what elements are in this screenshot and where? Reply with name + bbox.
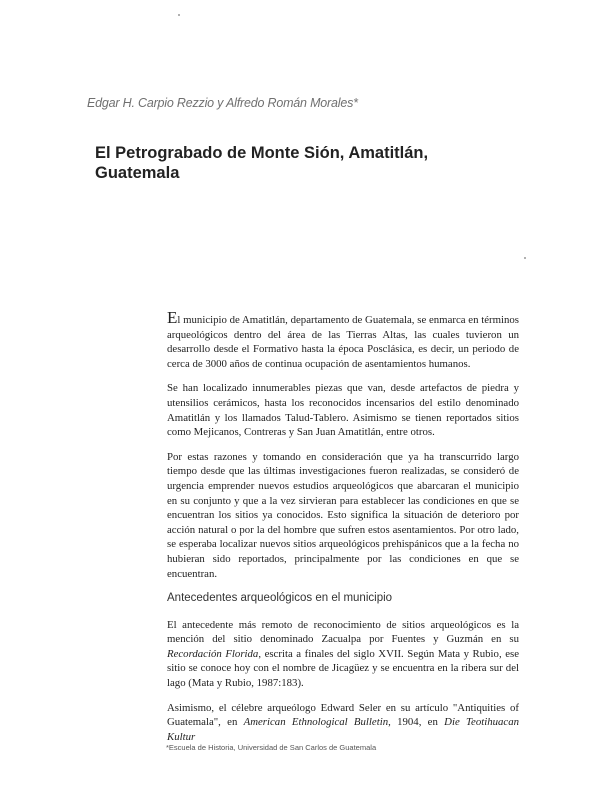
scan-speck (178, 14, 180, 16)
paragraph-antecedents: El antecedente más remoto de reconocimiento de sitios arqueológicos es la mención del sitio denominado Zacualpa por Fuentes y Guzmán en su Recordación Florida, escrita a finales del siglo XVII. Según Mata y Rubio, ese sitio se conoce hoy con el nombre de Jicagüez y se encuentra en la ribera sur del lago (Mata y Rubio, 1987:183). (167, 618, 519, 690)
journal-title: American Ethnological Bulletin (243, 716, 389, 729)
paragraph-findings: Se han localizado innumerables piezas que van, desde artefactos de piedra y utensilios cerámicos, hasta los reconocidos incensarios del estilo denominado Amatitlán y los llamados Talud-Tablero. Asimismo se tienen reportados sitios como Mejicanos, Contreras y San Juan Amatitlán, entre otros. (167, 382, 519, 439)
work-title: Recordación Florida (167, 647, 259, 660)
paragraph-reasons: Por estas razones y tomando en consideración que ya ha transcurrido largo tiempo desde que las últimas investigaciones fueron realizadas, se consideró de urgencia emprender nuevos estudios arqueológicos que abarcaran el municipio en su conjunto y que a la vez sirvieran para establecer las condiciones en que se encuentran los sitios ya conocidos. Esto significa la situación de deterioro por acción natural o por la del hombre que sufren estos asentamientos. Por otro lado, se esperaba localizar nuevos sitios arqueológicos prehispánicos que a la fecha no hubieran sido reportados, principalmente por las condiciones en que se encuentran. (167, 450, 519, 580)
footnote: *Escuela de Historia, Universidad de San Carlos de Guatemala (166, 743, 377, 752)
paragraph-intro: El municipio de Amatitlán, departamento de Guatemala, se enmarca en términos arqueológicos dentro del área de las Tierras Altas, las cuales tuvieron un desarrollo desde el Formativo hasta la época Posclásica, es decir, un periodo de cerca de 3000 años de continua ocupación de asentamientos humanos. (167, 308, 519, 370)
author-byline: Edgar H. Carpio Rezzio y Alfredo Román Morales* (87, 96, 358, 110)
scan-speck (524, 257, 526, 259)
section-heading: Antecedentes arqueológicos en el municipio (167, 592, 393, 605)
article-title: El Petrograbado de Monte Sión, Amatitlán, Guatemala (95, 144, 429, 182)
article-body (167, 308, 519, 754)
paragraph-seler: Asimismo, el célebre arqueólogo Edward Seler en su artículo "Antiquities of Guatemala", en American Ethnological Bulletin, 1904, en Die Teotihuacan Kultur (167, 701, 519, 743)
drop-cap: E (167, 308, 178, 327)
work-title: Die Teotihuacan Kultur (167, 716, 519, 743)
